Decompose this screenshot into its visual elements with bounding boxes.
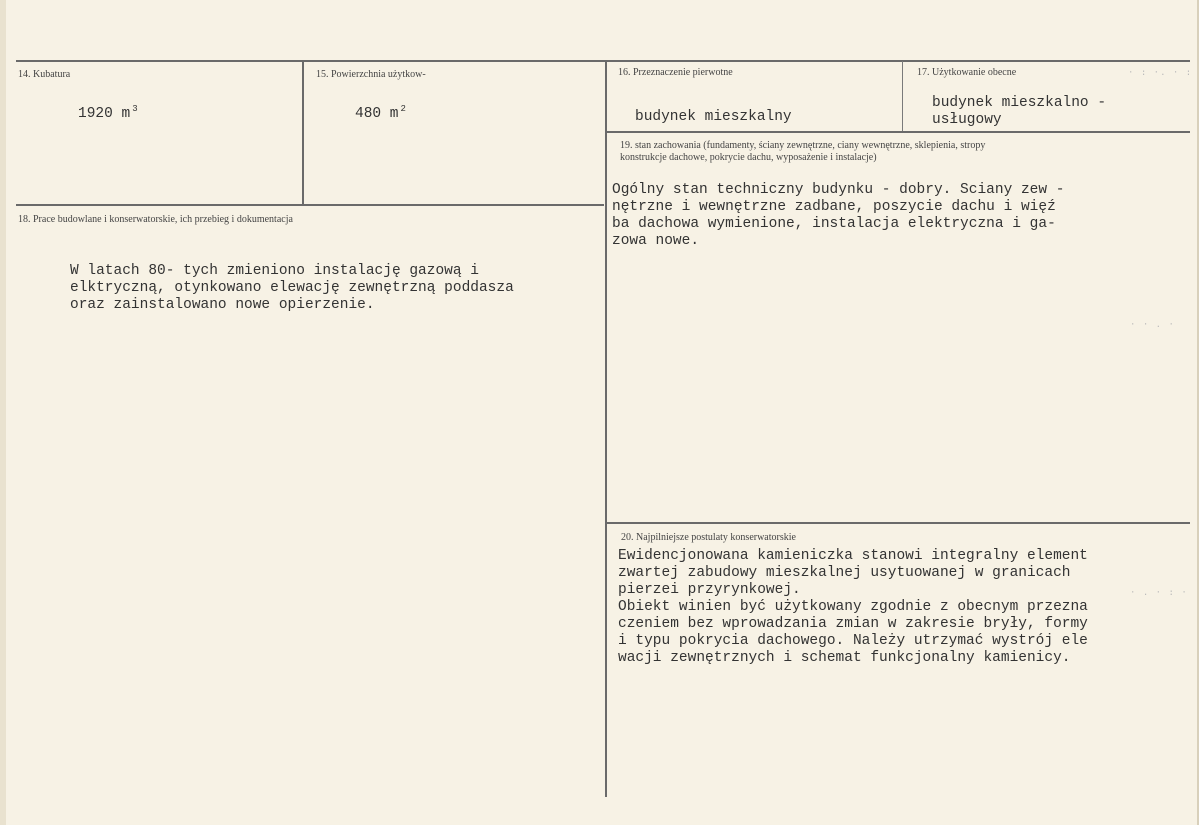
field-20-label: 20. Najpilniejsze postulaty konserwatorskie [621, 532, 796, 543]
field-17-value: budynek mieszkalno - usługowy [932, 95, 1107, 128]
field-19-text: Ogólny stan techniczny budynku - dobry. Sciany zew - nętrzne i wewnętrzne zadbane, poszycie dachu i więź ba dachowa wymienione, instalacja elektryczna i ga- zowa nowe. [612, 182, 1065, 249]
field-14-label: 14. Kubatura [18, 69, 71, 80]
field-17-label: 17. Użytkowanie obecne [917, 67, 1017, 78]
scan-speck: · : ·. · : [1128, 68, 1193, 78]
field-16-label: 16. Przeznaczenie pierwotne [618, 67, 733, 78]
divider-16-17 [902, 61, 903, 131]
divider-14-15 [302, 61, 304, 204]
field-18-text: W latach 80- tych zmieniono instalację gazową i elktryczną, otynkowano elewację zewnętrzną poddasza oraz zainstalowano nowe opierzenie. [70, 263, 514, 313]
scan-speck: · . · : · [1130, 588, 1188, 598]
divider-row-14-18 [16, 204, 604, 206]
field-15-value: 480 m $^2$ [355, 104, 406, 122]
field-15-label: 15. Powierzchnia użytkow- [316, 69, 426, 80]
divider-row-16-19 [607, 131, 1190, 133]
field-18-label: 18. Prace budowlane i konserwatorskie, ich przebieg i dokumentacja [18, 214, 293, 225]
field-14-value: 1920 m $^3$ [78, 104, 138, 122]
center-divider [605, 61, 607, 797]
divider-row-19-20 [607, 522, 1190, 524]
field-19-label: 19. stan zachowania (fundamenty, ściany zewnętrzne, ciany wewnętrzne, sklepienia, stropy konstrukcje dachowe, pokrycie dachu, wyposażenie i instalacje) [620, 140, 986, 163]
scan-speck: · · . · [1130, 320, 1175, 330]
field-20-text: Ewidencjonowana kamieniczka stanowi integralny element zwartej zabudowy mieszkalnej usytuowanej w granicach pierzei przyrynkowej. Obiekt winien być użytkowany zgodnie z obecnym przezna czeniem bez wprowadzania zmian w zakresie bryły, formy i typu pokrycia dachowego. Należy utrzymać wystrój ele wacji zewnętrznych i schemat funkcjonalny kamienicy. [618, 548, 1088, 666]
field-16-value: budynek mieszkalny [635, 109, 792, 125]
top-border-line [16, 60, 1190, 62]
card-left-edge [0, 0, 6, 825]
